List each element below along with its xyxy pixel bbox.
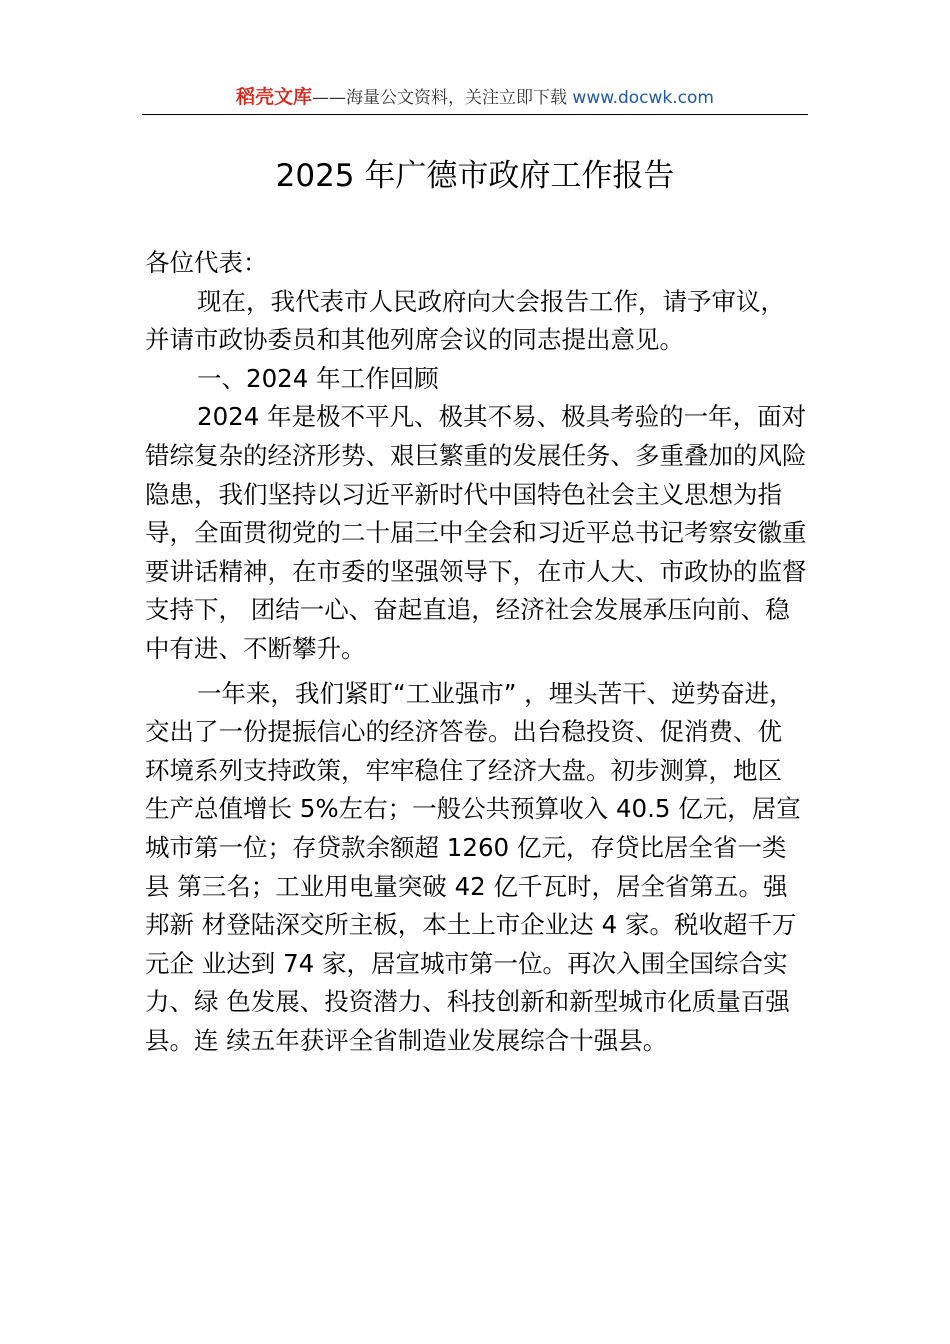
paragraph-intro: 现在，我代表市人民政府向大会报告工作，请予审议，并请市政协委员和其他列席会议的同志提出意见。 (145, 286, 785, 355)
salutation: 各位代表： (145, 248, 268, 277)
document-body (145, 244, 809, 1060)
paragraph-review: 2024 年是极不平凡、极其不易、极具考验的一年，面对错综复杂的经济形势、艰巨繁重的发展任务、多重叠加的风险隐患，我们坚持以习近平新时代中国特色社会主义思想为指导，全面贯彻党的二十届三中全会和习近平总书记考察安徽重要讲话精神，在市委的坚强领导下，在市人大、市政协的监督支持下， 团结一心、奋起直追，经济社会发展承压向前、稳中有进、不断攀升。 (145, 402, 807, 663)
site-link[interactable]: www.docwk.com (572, 88, 714, 108)
header-tagline: ——海量公文资料，关注立即下载 (312, 88, 573, 108)
brand-logo-text: 稻壳文库 (236, 86, 313, 108)
section-heading: 一、2024 年工作回顾 (197, 363, 439, 393)
document-title: 2025 年广德市政府工作报告 (275, 158, 675, 194)
paragraph-economy: 一年来，我们紧盯“工业强市” ，埋头苦干、逆势奋进， 交出了一份提振信心的经济答卷。出台稳投资、促消费、优 环境系列支持政策，牢牢稳住了经济大盘。初步测算，地区 生产总值增长 5%左右；一般公共预算收入 40.5 亿元，居宣 城市第一位；存贷款余额超 1260 亿元，存贷比居全省一类县 第三名；工业用电量突破 42 亿千瓦时，居全省第五。强邦新 材登陆深交所主板，本土上市企业达 4 家。税收超千万元企 业达到 74 家，居宣城市第一位。再次入围全国综合实力、绿 色发展、投资潜力、科技创新和新型城市化质量百强县。连 续五年获评全省制造业发展综合十强县。 (145, 678, 801, 1055)
page-header (142, 84, 808, 114)
header-divider (142, 114, 808, 115)
